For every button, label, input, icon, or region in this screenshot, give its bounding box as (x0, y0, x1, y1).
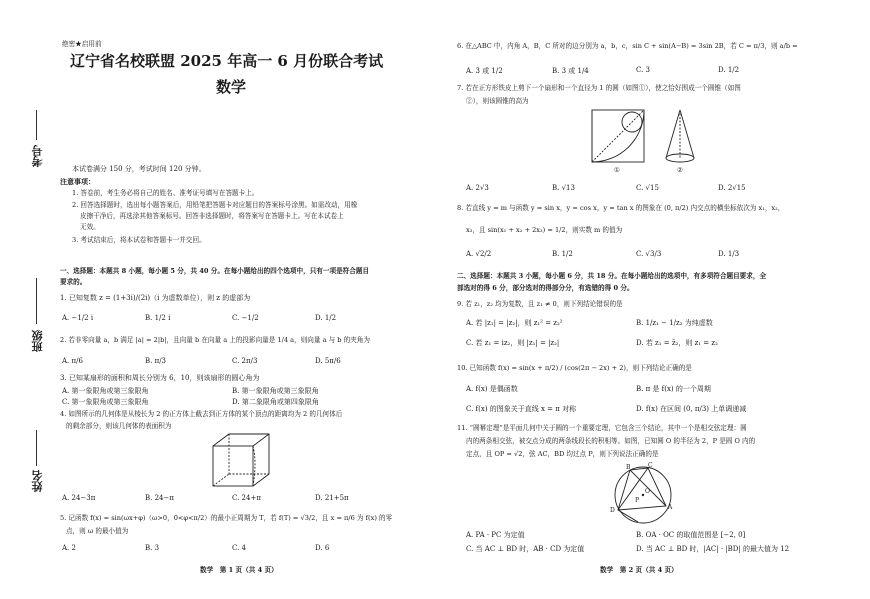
note-3: 3. 考试结束后，将本试卷和答题卡一并交回。 (72, 236, 206, 244)
question-8: 8. 若直线 y = m 与函数 y = sin x，y = cos x，y = tan x 的图象在 (0, π/2) 内交点的横坐标依次为 x₁，x₂， (457, 204, 785, 212)
binding-line (36, 110, 37, 140)
secret-mark: 绝密★启用前 (62, 40, 102, 48)
q10-option-c: C. f(x) 的图象关于直线 x = π 对称 (466, 405, 577, 413)
q6-option-c: C. 3 (636, 66, 651, 74)
q2-option-b: B. π/3 (145, 357, 167, 365)
q11-option-d: D. 当 AC ⊥ BD 时，|AC| · |BD| 的最大值为 12 (636, 545, 790, 553)
q6-option-d: D. 1/2 (718, 66, 740, 74)
question-11-c: 定点，且 OP = √2，弦 AC，BD 均过点 P，则下列说法正确的是 (466, 450, 659, 458)
question-11: 11. “圆幂定理”是平面几何中关于圆的一个重要定理，它包含三个结论，其中一个是相交弦定理：圆 (457, 424, 747, 432)
q9-option-a: A. 若 |z₁| = |z₂|，则 z₁² = z₂² (466, 319, 563, 327)
question-6: 6. 在△ABC 中，内角 A，B，C 所对的边分别为 a，b，c，sin C + sin(A−B) = 3sin 2B，若 C = π/3，则 a/b = (457, 42, 798, 50)
question-1: 1. 已知复数 z = (1+3i)/(2i)（i 为虚数单位），则 z 的虚部为 (60, 294, 251, 302)
section2-heading-2: 部选对的得 6 分，部分选对的得部分分，有选错的得 0 分。 (457, 284, 634, 292)
q8-option-a: A. √2/2 (466, 250, 492, 258)
section2-heading: 二、选择题：本题共 3 小题，每小题 6 分，共 18 分。在每小题给出的选项中，有多项符合题目要求，全 (457, 272, 767, 280)
q11-option-a: A. PA · PC 为定值 (466, 531, 525, 539)
question-9: 9. 若 z₁，z₂ 均为复数，且 z₁ ≠ 0，则下列结论错误的是 (457, 300, 623, 308)
q8-option-c: C. √3/3 (636, 250, 662, 258)
square-sector-figure (590, 108, 646, 164)
q7-option-c: C. √15 (636, 184, 659, 192)
side-label-xingming: 姓名 (31, 470, 44, 492)
svg-text:P: P (635, 497, 640, 504)
q7-option-a: A. 2√3 (466, 184, 489, 192)
binding-line (36, 278, 37, 324)
q4-option-b: B. 24−π (145, 494, 174, 502)
section1-heading: 一、选择题：本题共 8 小题，每小题 5 分，共 40 分。在每小题给出的四个选项中，只有一项是符合题目 (60, 267, 370, 275)
figure-label-2: ② (677, 166, 683, 174)
q3-option-b: B. 第一象限角或第三象限角 (232, 387, 319, 395)
note-2c: 无效。 (80, 223, 100, 231)
exam-title: 辽宁省名校联盟 2025 年高一 6 月份联合考试 (70, 52, 384, 70)
q2-option-a: A. π/6 (62, 357, 83, 365)
note-1: 1. 答卷前，考生务必将自己的姓名、准考证号填写在答题卡上。 (72, 189, 259, 197)
q9-option-c: C. 若 z₁ = iz₂，则 |z₁| = |z₂| (466, 339, 560, 347)
note-2: 2. 回答选择题时，选出每小题答案后，用铅笔把答题卡对应题目的答案标号涂黑。如需改动，用橡 (72, 201, 358, 209)
question-7-b: ②），则该圆锥的高为 (466, 97, 529, 105)
question-7: 7. 若在正方形铁皮上剪下一个扇形和一个直径为 1 的圆（如图①），使之恰好围成一个圆锥（如图 (457, 84, 741, 92)
notes-heading: 注意事项： (60, 177, 95, 186)
question-4-b: 的剩余部分，则该几何体的表面积为 (66, 422, 172, 430)
page-footer-1: 数学 第 1 页（共 4 页） (200, 566, 278, 574)
cube-cut-figure (207, 432, 282, 490)
q6-option-b: B. 3 或 1/4 (552, 67, 589, 75)
circle-chords-figure (608, 462, 678, 528)
svg-text:O: O (645, 488, 650, 495)
side-label-banji: 班级 (31, 330, 44, 352)
q4-option-a: A. 24−3π (62, 494, 96, 502)
q10-option-b: B. π 是 f(x) 的一个周期 (636, 385, 711, 393)
side-label-kaohao: 考号 (31, 145, 44, 167)
q7-option-b: B. √13 (552, 184, 575, 192)
q2-option-d: D. 5π/6 (315, 357, 341, 365)
intro-text: 本试卷满分 150 分，考试时间 120 分钟。 (72, 165, 206, 173)
q6-option-a: A. 3 或 1/2 (466, 67, 503, 75)
q3-option-c: C. 第一象限角或第三象限角 (62, 398, 149, 406)
q9-option-b: B. 1/z₁ − 1/z₂ 为纯虚数 (636, 319, 713, 327)
q1-option-b: B. 1/2 i (145, 314, 171, 322)
q3-option-a: A. 第一象限角或第三象限角 (62, 387, 149, 395)
q4-option-d: D. 21+5π (315, 494, 349, 502)
svg-text:D: D (610, 507, 615, 514)
q5-option-c: C. 4 (232, 544, 247, 552)
q11-option-c: C. 当 AC ⊥ BD 时，AB · CD 为定值 (466, 545, 585, 553)
svg-text:C: C (648, 462, 653, 469)
q11-option-b: B. OA · OC 的取值范围是 [−2, 0] (636, 531, 746, 539)
q5-option-a: A. 2 (62, 544, 76, 552)
binding-line (36, 430, 37, 466)
q9-option-d: D. 若 z₁ = z̄₂，则 z₁ = z₂ (636, 339, 718, 347)
q3-option-d: D. 第二象限角或第四象限角 (232, 398, 319, 406)
question-11-b: 内的两条相交弦，被交点分成的两条线段长的积相等。如图，已知圆 O 的半径为 2，P 是圆 O 内的 (466, 437, 756, 445)
q10-option-d: D. f(x) 在区间 (0, π/3) 上单调递减 (636, 405, 747, 413)
q8-option-b: B. 1/2 (552, 250, 573, 258)
question-2: 2. 若非零向量 a，b 满足 |a| = 2|b|，且向量 b 在向量 a 上的投影向量是 1/4 a，则向量 a 与 b 的夹角为 (60, 336, 370, 344)
figure-label-1: ① (614, 166, 620, 174)
q1-option-c: C. −1/2 (232, 314, 259, 322)
svg-text:A: A (668, 504, 673, 511)
q5-option-b: B. 3 (145, 544, 160, 552)
question-5-b: 点，则 ω 的最小值为 (66, 527, 129, 535)
q7-option-d: D. 2√15 (718, 184, 746, 192)
question-4: 4. 如图所示的几何体是从棱长为 2 的正方体上截去到正方体的某个顶点的距离均为 2 的几何体后 (60, 410, 343, 418)
question-8-b: x₃，且 sin(x₁ + x₂ + 2x₃) = 1/2，则实数 m 的值为 (466, 226, 623, 234)
q2-option-c: C. 2π/3 (232, 357, 258, 365)
q5-option-d: D. 6 (315, 544, 330, 552)
svg-text:B: B (626, 464, 631, 471)
page-footer-2: 数学 第 2 页（共 4 页） (600, 566, 678, 574)
q4-option-c: C. 24+π (232, 494, 261, 502)
cone-figure (662, 108, 698, 166)
q8-option-d: D. 1/3 (718, 250, 740, 258)
question-5: 5. 记函数 f(x) = sin(ωx+φ)（ω>0，0<φ<π/2）的最小正周期为 T，若 f(T) = √3/2，且 x = π/6 为 f(x) 的零 (60, 514, 393, 522)
note-2b: 皮擦干净后，再选涂其他答案标号。回答非选择题时，将答案写在答题卡上。写在本试卷上 (80, 212, 344, 220)
question-3: 3. 已知某扇形的面积和周长分别为 6，10，则该扇形的圆心角为 (60, 374, 260, 382)
q1-option-d: D. 1/2 (315, 314, 337, 322)
question-10: 10. 已知函数 f(x) = sin(x + π/2) / (cos(2π − 2x) + 2)，则下列结论正确的是 (457, 364, 692, 372)
section1-heading-2: 要求的。 (60, 278, 87, 286)
q1-option-a: A. −1/2 i (62, 314, 94, 322)
q10-option-a: A. f(x) 是偶函数 (466, 385, 518, 393)
subject-title: 数学 (216, 78, 247, 96)
